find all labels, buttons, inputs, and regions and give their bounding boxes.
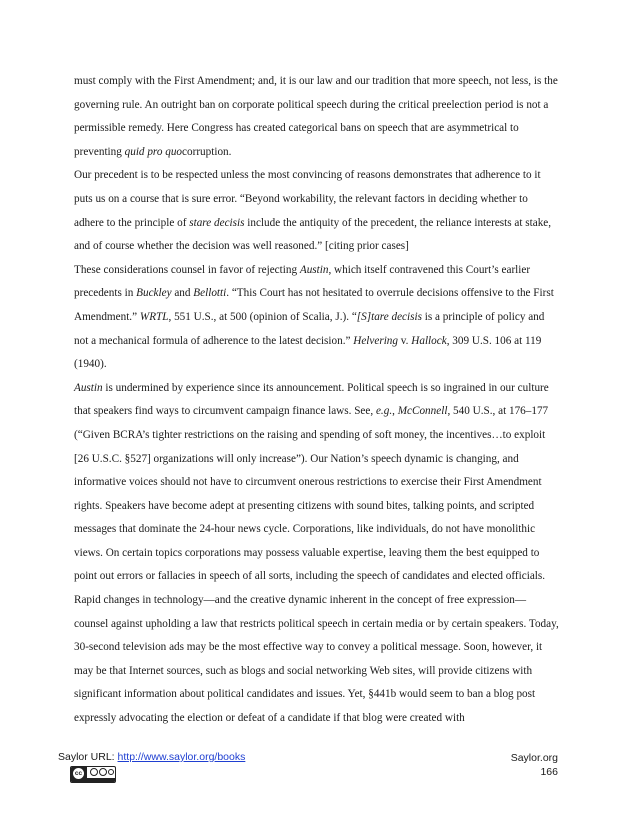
text-run: is undermined by experience since its announcement. Political speech is so ingrained in our culture that speakers find ways to circumvent campaign finance laws. See, [74,381,549,418]
text-run: , 551 U.S., at 500 (opinion of Scalia, J.). “ [168,310,357,323]
text-run: , 309 U.S. 106 at 119 (1940). [74,334,542,371]
text-run: These considerations counsel in favor of rejecting [74,263,300,276]
site-name: Saylor.org [510,752,558,764]
saylor-books-link[interactable]: http://www.saylor.org/books [117,751,246,763]
italic-text: WRTL [139,310,169,323]
italic-text: e.g. [375,405,393,418]
text-run: Our precedent is to be respected unless the most convincing of reasons demonstrates that adherence to it puts us on a course that is sure error. “Beyond workability, the relevant factors in deciding whether to adhere to the principle of [74,169,541,229]
url-label: Saylor URL: [58,751,118,763]
creative-commons-license-icon: cc [70,766,116,783]
text-run: is a principle of policy and not a mechanical formula of adherence to the latest decision.” [74,310,545,347]
paragraph [74,259,560,377]
italic-text: Helvering [353,334,398,347]
text-run: . “This Court has not hesitated to overrule decisions offensive to the First Amendment.” [74,287,554,323]
text-run: corruption. [182,145,232,158]
italic-text: Austin [74,381,103,394]
page-footer [58,751,558,791]
text-run: must comply with the First Amendment; and, it is our law and our tradition that more speech, not less, is the governing rule. An outright ban on corporate political speech during the critical preelection period is not a permissible remedy. Here Congress has created categorical bans on speech that are asymmetrical to preventing [74,75,558,158]
paragraph [74,70,560,164]
italic-text: [S]tare decisis [356,310,422,323]
italic-text: Buckley [136,287,172,300]
italic-text: Hallock [411,334,447,347]
paragraph [74,377,560,731]
italic-text: Austin [299,263,329,276]
page-info [511,751,558,779]
paragraph [74,164,560,258]
italic-text: Bellotti [193,287,227,300]
text-run: and [171,287,194,300]
italic-text: McConnell [397,405,448,418]
text-run: , [392,405,398,418]
text-run: , 540 U.S., at 176–177 (“Given BCRA’s tighter restrictions on the raising and spending of soft money, the incentives…to exploit [26 U.S.C. §527] organizations will only increase”). Our Nation’s speech dynamic is changing, and informative voices should not have to circumvent onerous restrictions to exercise their First Amendment rights. Speakers have become adept at presenting citizens with sound bites, talking points, and scripted messages that dominate the 24-hour news cycle. Corporations, like individuals, do not have monolithic views. On certain topics corporations may possess valuable expertise, leaving them the best equipped to point out errors or fallacies in speech of all sorts, including the speech of candidates and elected officials. Rapid changes in technology—and the creative dynamic inherent in the concept of free expression—counsel against upholding a law that restricts political speech in certain media or by certain speakers. Today, 30-second television ads may be the most effective way to convey a political message. Soon, however, it may be that Internet sources, such as blogs and social networking Web sites, will provide citizens with significant information about political candidates and issues. Yet, §441b would seem to ban a blog post expressly advocating the election or defeat of a candidate if that blog were created with [74,405,559,725]
source-line [58,751,245,763]
document-body [74,70,560,731]
text-run: include the antiquity of the precedent, the reliance interests at stake, and of course whether the decision was well reasoned.” [citing prior cases] [74,216,552,253]
text-run: , which itself contravened this Court’s earlier precedents in [74,263,531,300]
italic-text: stare decisis [189,216,245,229]
italic-text: quid pro quo [124,145,183,158]
page-number: 166 [540,766,558,778]
text-run: v. [398,334,412,347]
